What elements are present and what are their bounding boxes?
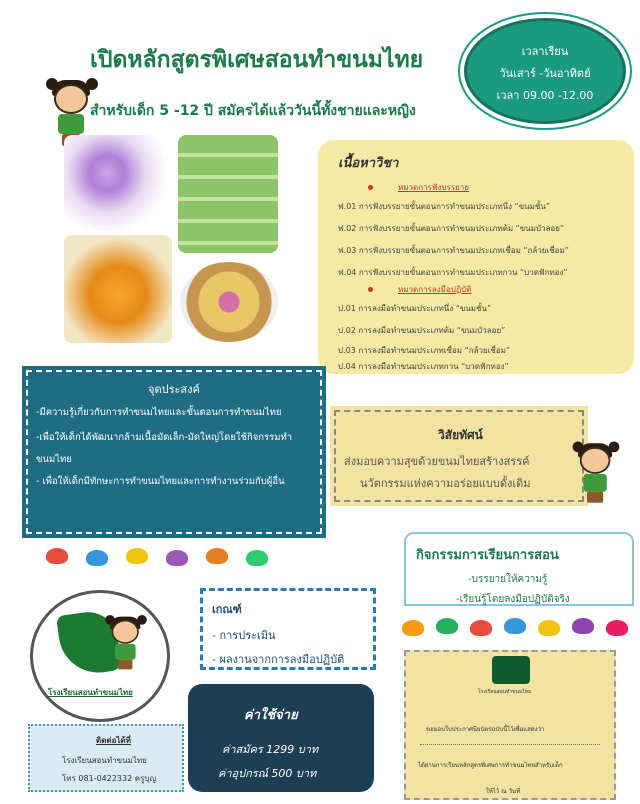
content-panel — [318, 140, 634, 374]
cost-title: ค่าใช้จ่าย — [244, 708, 298, 723]
lecture-item: ฟ.04 การฟังบรรยายขั้นตอนการทำขนมประเภทกวน “บวดฟักทอง” — [338, 268, 568, 277]
kids-row — [396, 614, 636, 650]
girl-cartoon-icon — [573, 442, 620, 505]
photo-dessert-plate — [180, 262, 278, 342]
kid-icon — [86, 550, 108, 566]
equipment-text: ค่าอุปกรณ์ 500 บาท — [218, 767, 317, 780]
certificate-logo-icon — [492, 656, 530, 684]
vision-line: ส่งมอบความสุขด้วยขนมไทยสร้างสรรค์ — [344, 455, 530, 468]
photo-bualoy — [64, 135, 172, 231]
certificate-name-line — [420, 744, 600, 745]
objective-line: -มีความรู้เกี่ยวกับการทำขนมไทยและขั้นตอนการทำขนมไทย — [36, 407, 282, 418]
contact-heading: ติดต่อได้ที่ — [96, 736, 131, 745]
page-subtitle: สำหรับเด็ก 5 -12 ปี สมัครได้แล้ววันนี้ทั้งชายและหญิง — [90, 103, 416, 119]
kid-icon — [46, 548, 68, 564]
girl-cartoon-icon — [105, 615, 147, 671]
vision-line: นวัตกรรมแห่งความอร่อยแบบดั้งเดิม — [360, 477, 531, 490]
content-title: เนื้อหาวิชา — [338, 156, 399, 171]
certificate-line: ได้ผ่านการเรียนหลักสูตรพิเศษการทำขนมไทยสำหรับเด็ก — [418, 762, 563, 769]
objective-line: -เพื่อให้เด็กได้พัฒนากล้ามเนื้อมัดเล็ก-มัดใหญ่โดยใช้กิจกรรมทำ — [36, 432, 293, 443]
schedule-label: เวลาเรียน — [521, 45, 569, 58]
criteria-title: เกณฑ์ — [212, 603, 242, 616]
bullet-icon — [368, 185, 373, 190]
lecture-item: ฟ.03 การฟังบรรยายขั้นตอนการทำขนมประเภทเชื่อม “กล้วยเชื่อม” — [338, 246, 569, 255]
criteria-item: - การประเมิน — [212, 629, 276, 642]
kid-icon — [126, 548, 148, 564]
contact-phone[interactable]: โทร 081-0422332 ครูบุญ — [62, 774, 157, 783]
kid-icon — [436, 618, 458, 634]
lecture-item: ฟ.01 การฟังบรรยายขั้นตอนการทำขนมประเภทนึ่ง “ขนมชั้น” — [338, 202, 550, 211]
kid-icon — [166, 550, 188, 566]
fee-text: ค่าสมัคร 1299 บาท — [222, 743, 319, 756]
kid-icon — [538, 620, 560, 636]
kid-icon — [470, 620, 492, 636]
objective-line: - เพื่อให้เด็กมีทักษะการทำขนมไทยและการทำงานร่วมกับผู้อื่น — [36, 476, 285, 487]
activity-item: -เรียนรู้โดยลงมือปฏิบัติจริง — [456, 594, 570, 605]
certificate-date: ให้ไว้ ณ วันที่ — [486, 788, 521, 795]
photo-khanom-chan — [178, 135, 278, 253]
kid-icon — [206, 548, 228, 564]
kid-icon — [402, 620, 424, 636]
certificate-line: ขอมอบใบประกาศนียบัตรฉบับนี้ไว้เพื่อแสดงว่า — [426, 726, 545, 733]
practice-item: ป.04 การลงมือทำขนมประเภทกวน “บวดฟักทอง” — [338, 362, 509, 371]
vision-title: วิสัยทัศน์ — [438, 428, 483, 442]
schedule-badge — [464, 18, 626, 124]
practice-item: ป.01 การลงมือทำขนมประเภทนึ่ง “ขนมชั้น” — [338, 304, 492, 313]
kid-icon — [606, 620, 628, 636]
photo-pumpkin — [64, 235, 172, 343]
schedule-time: เวลา 09.00 -12.00 — [496, 89, 594, 102]
criteria-item: - ผลงานจากการลงมือปฏิบัติ — [212, 653, 345, 666]
page-title: เปิดหลักสูตรพิเศษสอนทำขนมไทย — [90, 47, 424, 73]
schedule-days: วันเสาร์ -วันอาทิตย์ — [499, 67, 591, 80]
kid-icon — [572, 618, 594, 634]
objectives-title: จุดประสงค์ — [148, 383, 200, 396]
kid-icon — [246, 550, 268, 566]
bullet-icon — [368, 287, 373, 292]
objective-line: ขนมไทย — [36, 454, 72, 465]
practice-heading: หมวดการลงมือปฏิบัติ — [398, 285, 472, 294]
certificate-school: โรงเรียนสอนทำขนมไทย — [478, 689, 532, 695]
contact-school: โรงเรียนสอนทำขนมไทย — [62, 756, 147, 765]
activity-item: -บรรยายให้ความรู้ — [468, 574, 548, 585]
lecture-heading: หมวดการฟังบรรยาย — [398, 183, 469, 192]
practice-item: ป.02 การลงมือทำขนมประเภทต้ม “ขนมบัวลอย” — [338, 326, 506, 335]
logo-name: โรงเรียนสอนทำขนมไทย — [48, 688, 133, 697]
practice-item: ป.03 การลงมือทำขนมประเภทเชื่อม “กล้วยเชื่อม” — [338, 346, 511, 355]
kid-icon — [504, 618, 526, 634]
lecture-item: ฟ.02 การฟังบรรยายขั้นตอนการทำขนมประเภทต้ม “ขนมบัวลอย” — [338, 224, 565, 233]
activities-title: กิจกรรมการเรียนการสอน — [416, 548, 559, 563]
